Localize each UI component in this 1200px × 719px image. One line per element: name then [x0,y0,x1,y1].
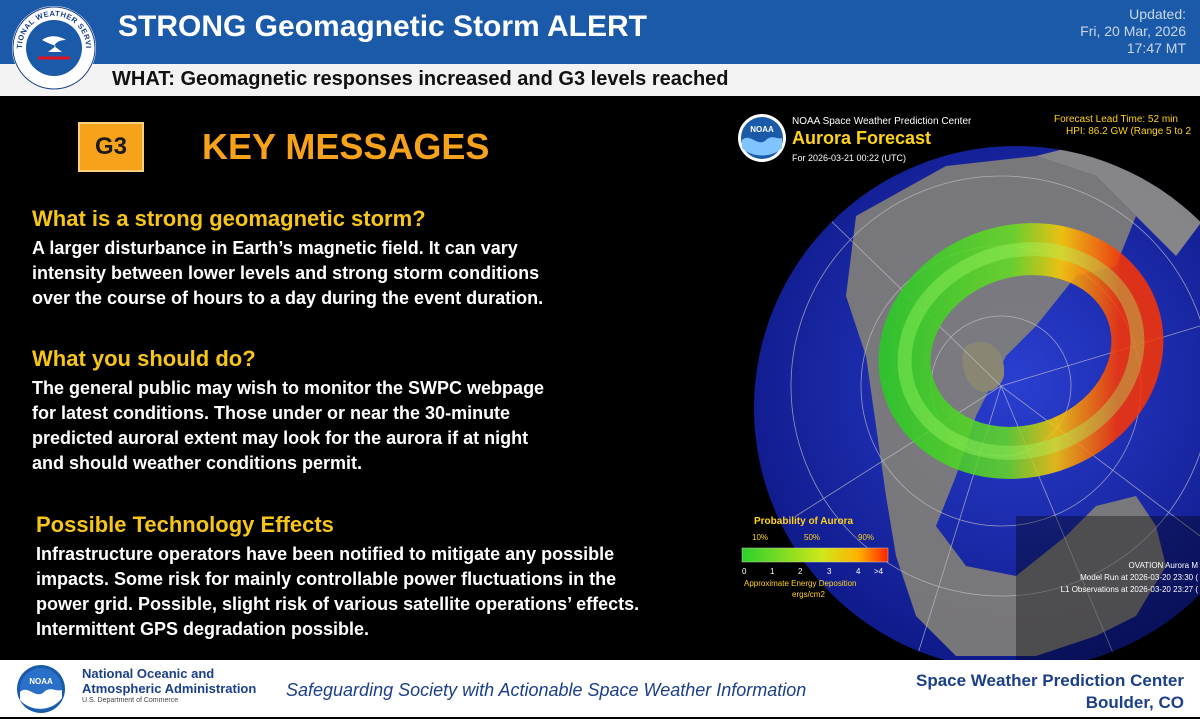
updated-timestamp [1080,6,1186,57]
noaa-logo-text: NOAA [750,125,774,134]
aurora-forecast-map [736,96,1200,660]
noaa-footer-logo [16,664,66,714]
answer-what-to-do [32,376,722,476]
legend-tick: 3 [827,567,832,576]
map-title: Aurora Forecast [792,128,932,148]
legend-tick: 2 [798,567,803,576]
question-what-to-do: What you should do? [32,346,256,371]
legend-pct-10: 10% [752,533,769,542]
swpc-name [916,670,1184,714]
text-line: and should weather conditions permit. [32,453,363,473]
noaa-name-line-2: Atmospheric Administration [82,681,257,696]
text-line: over the course of hours to a day during the event duration. [32,288,544,308]
text-line: intensity between lower levels and strong storm conditions [32,263,540,283]
swpc-location: Boulder, CO [1085,693,1184,712]
what-statement: WHAT: Geomagnetic responses increased and G3 levels reached [112,68,729,90]
alert-header [0,0,1200,64]
legend-tick: 0 [742,567,747,576]
ovation-model: OVATION Aurora M [1128,561,1198,570]
legend-caption: Approximate Energy Deposition [744,579,857,588]
question-strong-storm: What is a strong geomagnetic storm? [32,206,426,231]
noaa-footer-logo-text: NOAA [29,677,53,686]
text-line: Infrastructure operators have been notified to mitigate any possible [36,544,615,564]
map-for-time: For 2026-03-21 00:22 (UTC) [792,153,907,163]
legend-color-bar [742,548,888,562]
swpc-center: Space Weather Prediction Center [916,671,1184,690]
text-line: predicted auroral extent may look for the aurora if at night [32,428,529,448]
legend-title: Probability of Aurora [754,516,854,527]
noaa-name-line-1: National Oceanic and [82,666,215,681]
noaa-department: U.S. Department of Commerce [82,697,179,704]
main-content [0,96,1200,660]
text-line: Intermittent GPS degradation possible. [36,619,370,639]
footer-tagline: Safeguarding Society with Actionable Space Weather Information [286,680,807,700]
map-hpi: HPI: 86.2 GW (Range 5 to 2 [1066,126,1192,137]
text-line: The general public may wish to monitor the SWPC webpage [32,378,545,398]
text-line: impacts. Some risk for mainly controllable power fluctuations in the [36,569,617,589]
legend-pct-50: 50% [804,533,821,542]
text-line: power grid. Possible, slight risk of various satellite operations’ effects. [36,594,640,614]
g3-badge: G3 [78,122,144,172]
legend-tick: 1 [770,567,775,576]
legend-tick: >4 [874,567,884,576]
legend-units: ergs/cm2 [792,590,825,599]
map-org: NOAA Space Weather Prediction Center [792,116,972,127]
question-technology-effects: Possible Technology Effects [36,512,334,537]
model-run: Model Run at 2026-03-20 23:30 ( [1080,573,1198,582]
legend-pct-90: 90% [858,533,875,542]
noaa-logo [738,114,786,162]
text-line: A larger disturbance in Earth’s magnetic field. It can vary [32,238,518,258]
updated-date: Fri, 20 Mar, 2026 [1080,23,1186,39]
key-messages-heading: KEY MESSAGES [202,126,490,167]
nws-logo-text: TIONAL WEATHER SERVI [14,8,94,49]
legend-tick: 4 [856,567,861,576]
answer-strong-storm [32,236,722,311]
l1-observations: L1 Observations at 2026-03-20 23:27 ( [1060,585,1198,594]
map-lead-time: Forecast Lead Time: 52 min [1054,114,1178,125]
answer-technology-effects [36,542,726,642]
footer [0,660,1200,717]
updated-time: 17:47 MT [1126,40,1186,56]
page-title: STRONG Geomagnetic Storm ALERT [118,10,647,43]
updated-label: Updated: [1129,6,1186,22]
text-line: for latest conditions. Those under or near the 30-minute [32,403,511,423]
nws-logo [12,6,96,90]
noaa-name [82,666,256,696]
what-bar [0,64,1200,96]
